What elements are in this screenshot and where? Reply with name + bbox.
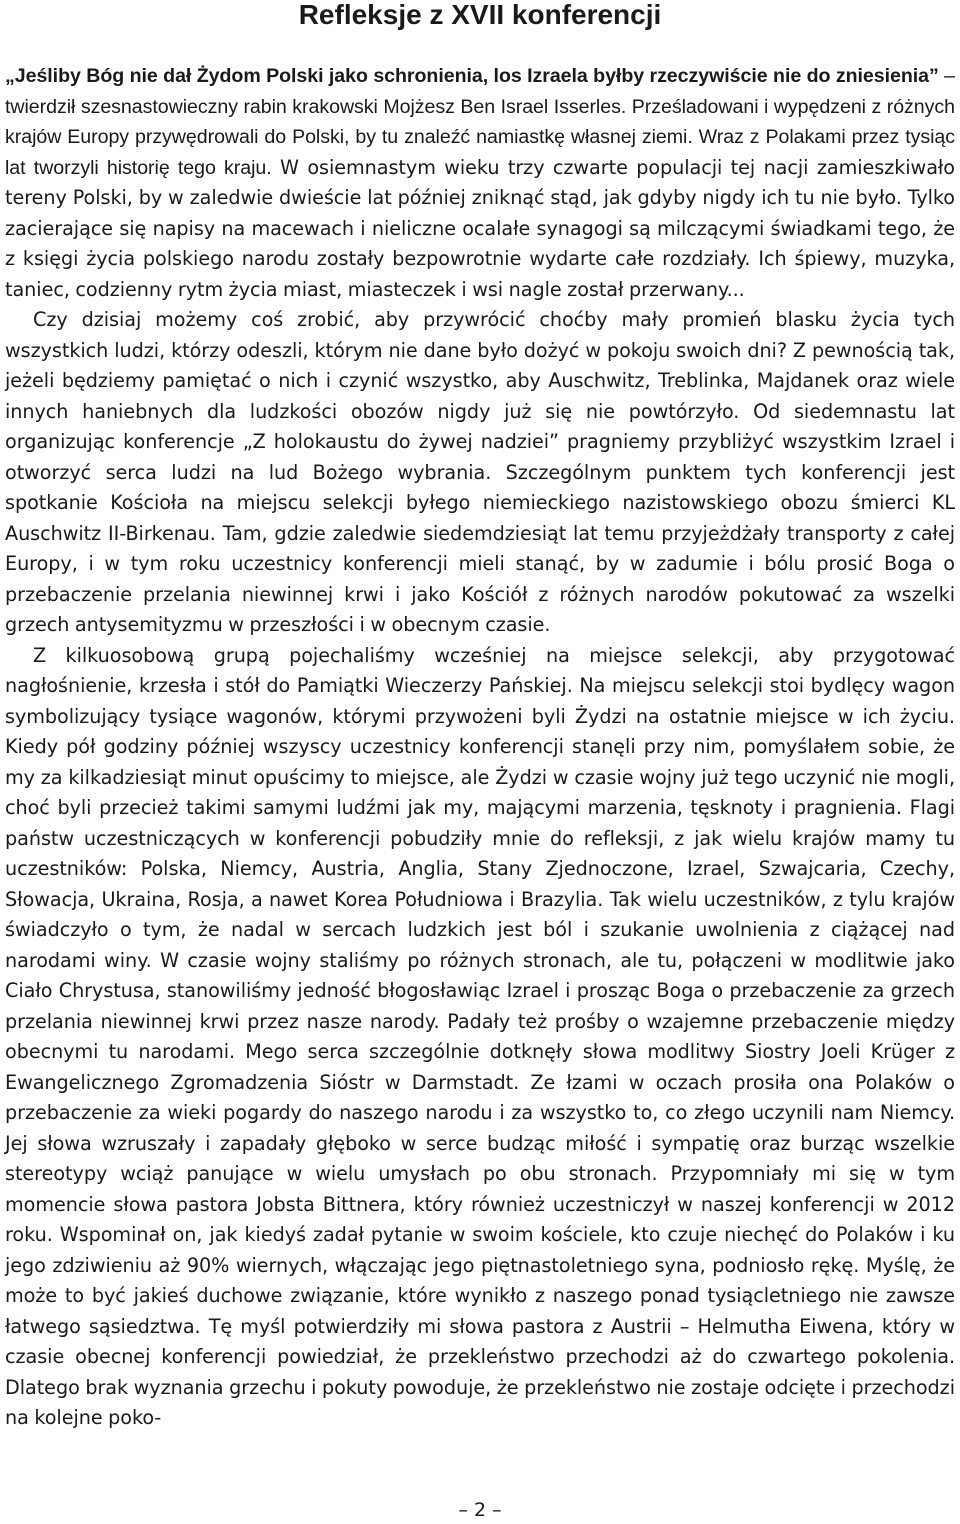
- lead-quote: „Jeśliby Bóg nie dał Żydom Polski jako schronienia, los Izraela byłby rzeczywiście nie do zniesienia”: [5, 65, 939, 87]
- paragraph: Czy dzisiaj możemy coś zrobić, aby przywrócić choćby mały promień blasku życia tych wszystkich ludzi, którzy odeszli, którym nie dane było dożyć w pokoju swoich dni? Z pewnością tak, jeżeli będziemy pamiętać o nich i czynić wszystko, aby Auschwitz, Treblinka, Majdanek oraz wiele innych haniebnych dla ludzkości obozów nigdy już się nie powtórzyło. Od siedemnastu lat organizując konferencje „Z holokaustu do żywej nadziei” pragniemy przybliżyć wszystkim Izrael i otworzyć serca ludzi na lud Bożego wybrania. Szczególnym punktem tych konferencji jest spotkanie Kościoła na miejscu selekcji byłego niemieckiego nazistowskiego obozu śmierci KL Auschwitz II-Birkenau. Tam, gdzie zaledwie siedemdziesiąt lat temu przyjeżdżały transporty z całej Europy, i w tym roku uczestnicy konferencji mieli stanąć, by w zadumie i bólu prosić Boga o przebaczenie przelania niewinnej krwi i jako Kościół z różnych narodów pokutować za wszelki grzech antysemityzmu w przeszłości i w obecnym czasie.: [5, 308, 955, 636]
- lead-paragraph: [5, 61, 955, 305]
- article-body: [5, 61, 955, 1434]
- page-number: – 2 –: [458, 1499, 502, 1521]
- article-title: Refleksje z XVII konferencji: [298, 0, 662, 30]
- lead-text: – twierdził szesnastowieczny rabin krakowski Mojżesz Ben Israel Isserles. Prześladowani i wypędzeni z różnych krajów Europy przywędrowali do Polski, by tu znaleźć namiastkę własnej ziemi. Wraz z Polakami przez tysiąc lat tworzyli historię tego kraju.: [5, 65, 955, 179]
- paragraph: Z kilkuosobową grupą pojechaliśmy wcześniej na miejsce selekcji, aby przygotować nagłośnienie, krzesła i stół do Pamiątki Wieczerzy Pańskiej. Na miejscu selekcji stoi bydlęcy wagon symbolizujący tysiące wagonów, którymi przywożeni byli Żydzi na ostatnie miejsce w ich życiu. Kiedy pół godziny później wszyscy uczestnicy konferencji stanęli przy nim, pomyślałem sobie, że my za kilkadziesiąt minut opuścimy to miejsce, ale Żydzi w czasie wojny już tego uczynić nie mogli, choć byli przecież takimi samymi ludźmi jak my, mającymi marzenia, tęsknoty i pragnienia. Flagi państw uczestniczących w konferencji pobudziły mnie do refleksji, z jak wielu krajów mamy tu uczestników: Polska, Niemcy, Austria, Anglia, Stany Zjednoczone, Izrael, Szwajcaria, Czechy, Słowacja, Ukraina, Rosja, a nawet Korea Południowa i Brazylia. Tak wielu uczestników, z tylu krajów świadczyło o tym, że nadal w sercach ludzkich jest ból i szukanie uwolnienia z ciążącej nad narodami winy. W czasie wojny staliśmy po różnych stronach, ale tu, połączeni w modlitwie jako Ciało Chrystusa, stanowiliśmy jedność błogosławiąc Izrael i prosząc Boga o przebaczenie za grzech przelania niewinnej krwi przez nasze narody. Padały też prośby o wzajemne przebaczenie między obecnymi tu narodami. Mego serca szczególnie dotknęły słowa modlitwy Siostry Joeli Krüger z Ewangelicznego Zgromadzenia Sióstr w Darmstadt. Ze łzami w oczach prosiła ona Polaków o przebaczenie za wieki pogardy do naszego narodu i za wszystko to, co złego uczynili nam Niemcy. Jej słowa wzruszały i zapadały głęboko w serce budząc miłość i sympatię oraz burząc wszelkie stereotypy wciąż panujące w wielu umysłach po obu stronach. Przypomniały mi się w tym momencie słowa pastora Jobsta Bittnera, który również uczestniczył w naszej konferencji w 2012 roku. Wspominał on, jak kiedyś zadał pytanie w swoim kościele, kto czuje niechęć do Polaków i ku jego zdziwieniu aż 90% wiernych, włączając jego piętnastoletniego syna, podniosło rękę. Myślę, że może to być jakieś duchowe związanie, które wynikło z naszego ponad tysiącletniego nie zawsze łatwego sąsiedztwa. Tę myśl potwierdziły mi słowa pastora z Austrii – Helmutha Eiwena, który w czasie obecnej konferencji powiedział, że przekleństwo przechodzi aż do czwartego pokolenia. Dlatego brak wyznania grzechu i pokuty powoduje, że przekleństwo nie zostaje odcięte i przechodzi na kolejne poko-: [5, 643, 955, 1429]
- lead-tail: W osiemnastym wieku trzy czwarte populacji tej nacji zamieszkiwało tereny Polski, by w zaledwie dwieście lat później zniknąć stąd, jak gdyby nigdy ich tu nie było. Tylko zacierające się napisy na macewach i nieliczne ocalałe synagogi są milczącymi świadkami tego, że z księgi życia polskiego narodu zostały bezpowrotnie wydarte całe rozdziały. Ich śpiewy, muzyka, taniec, codzienny rytm życia miast, miasteczek i wsi nagle został przerwany...: [5, 155, 955, 301]
